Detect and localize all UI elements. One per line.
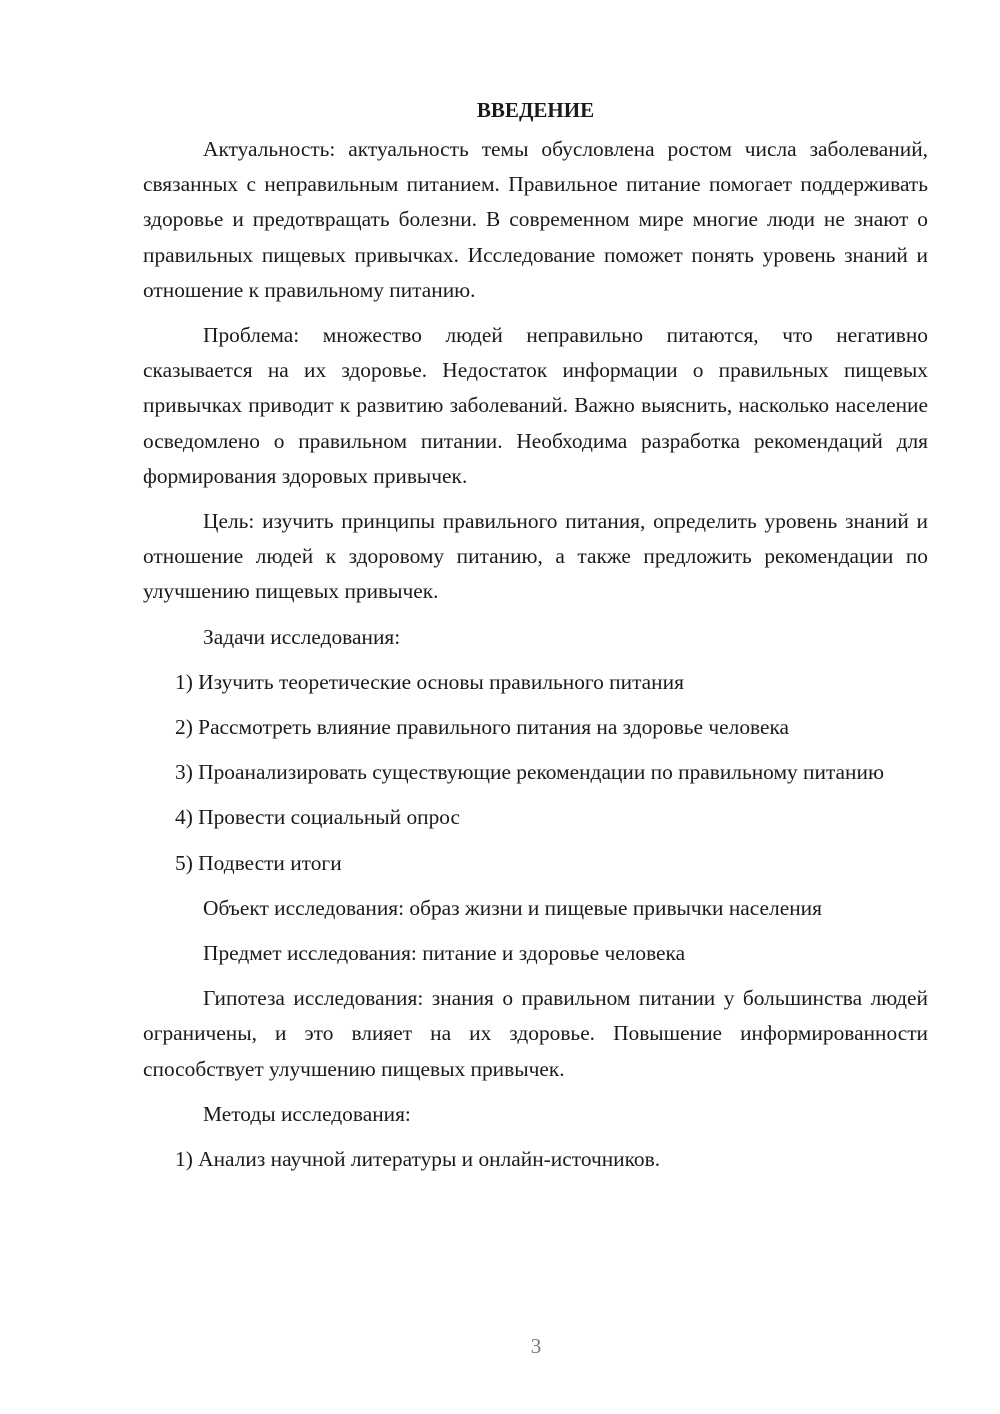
methods-heading: Методы исследования:: [203, 1101, 411, 1126]
research-subject: Предмет исследования: питание и здоровье человека: [203, 941, 686, 966]
task-item-2: 2) Рассмотреть влияние правильного питания на здоровье человека: [175, 715, 790, 740]
method-item-1: 1) Анализ научной литературы и онлайн-источников.: [175, 1147, 661, 1172]
task-item-1: 1) Изучить теоретические основы правильного питания: [175, 669, 684, 694]
document-page: [143, 92, 928, 1187]
problem-paragraph: Проблема: множество людей неправильно питаются, что негативно сказывается на их здоровье. Недостаток информации о правильных пищевых привычках приводит к развитию заболеваний. Важно выяснить, насколько население осведомлено о правильном питании. Необходима разработка рекомендаций для формирования здоровых привычек.: [143, 323, 928, 488]
hypothesis-paragraph: Гипотеза исследования: знания о правильном питании у большинства людей ограничены, и это влияет на их здоровье. Повышение информированности способствует улучшению пищевых привычек.: [143, 986, 928, 1081]
section-title: ВВЕДЕНИЕ: [476, 98, 595, 122]
relevance-paragraph: Актуальность: актуальность темы обусловлена ростом числа заболеваний, связанных с неправильным питанием. Правильное питание помогает поддерживать здоровье и предотвращать болезни. В современном мире многие люди не знают о правильных пищевых привычках. Исследование поможет понять уровень знаний и отношение к правильному питанию.: [143, 137, 928, 302]
task-item-5: 5) Подвести итоги: [175, 850, 342, 875]
goal-paragraph: Цель: изучить принципы правильного питания, определить уровень знаний и отношение людей к здоровому питанию, а также предложить рекомендации по улучшению пищевых привычек.: [143, 509, 928, 604]
research-object: Объект исследования: образ жизни и пищевые привычки населения: [203, 895, 822, 920]
task-item-4: 4) Провести социальный опрос: [175, 805, 461, 830]
page-number: 3: [530, 1334, 542, 1358]
tasks-heading: Задачи исследования:: [203, 624, 401, 649]
task-item-3: 3) Проанализировать существующие рекомендации по правильному питанию: [175, 760, 884, 785]
